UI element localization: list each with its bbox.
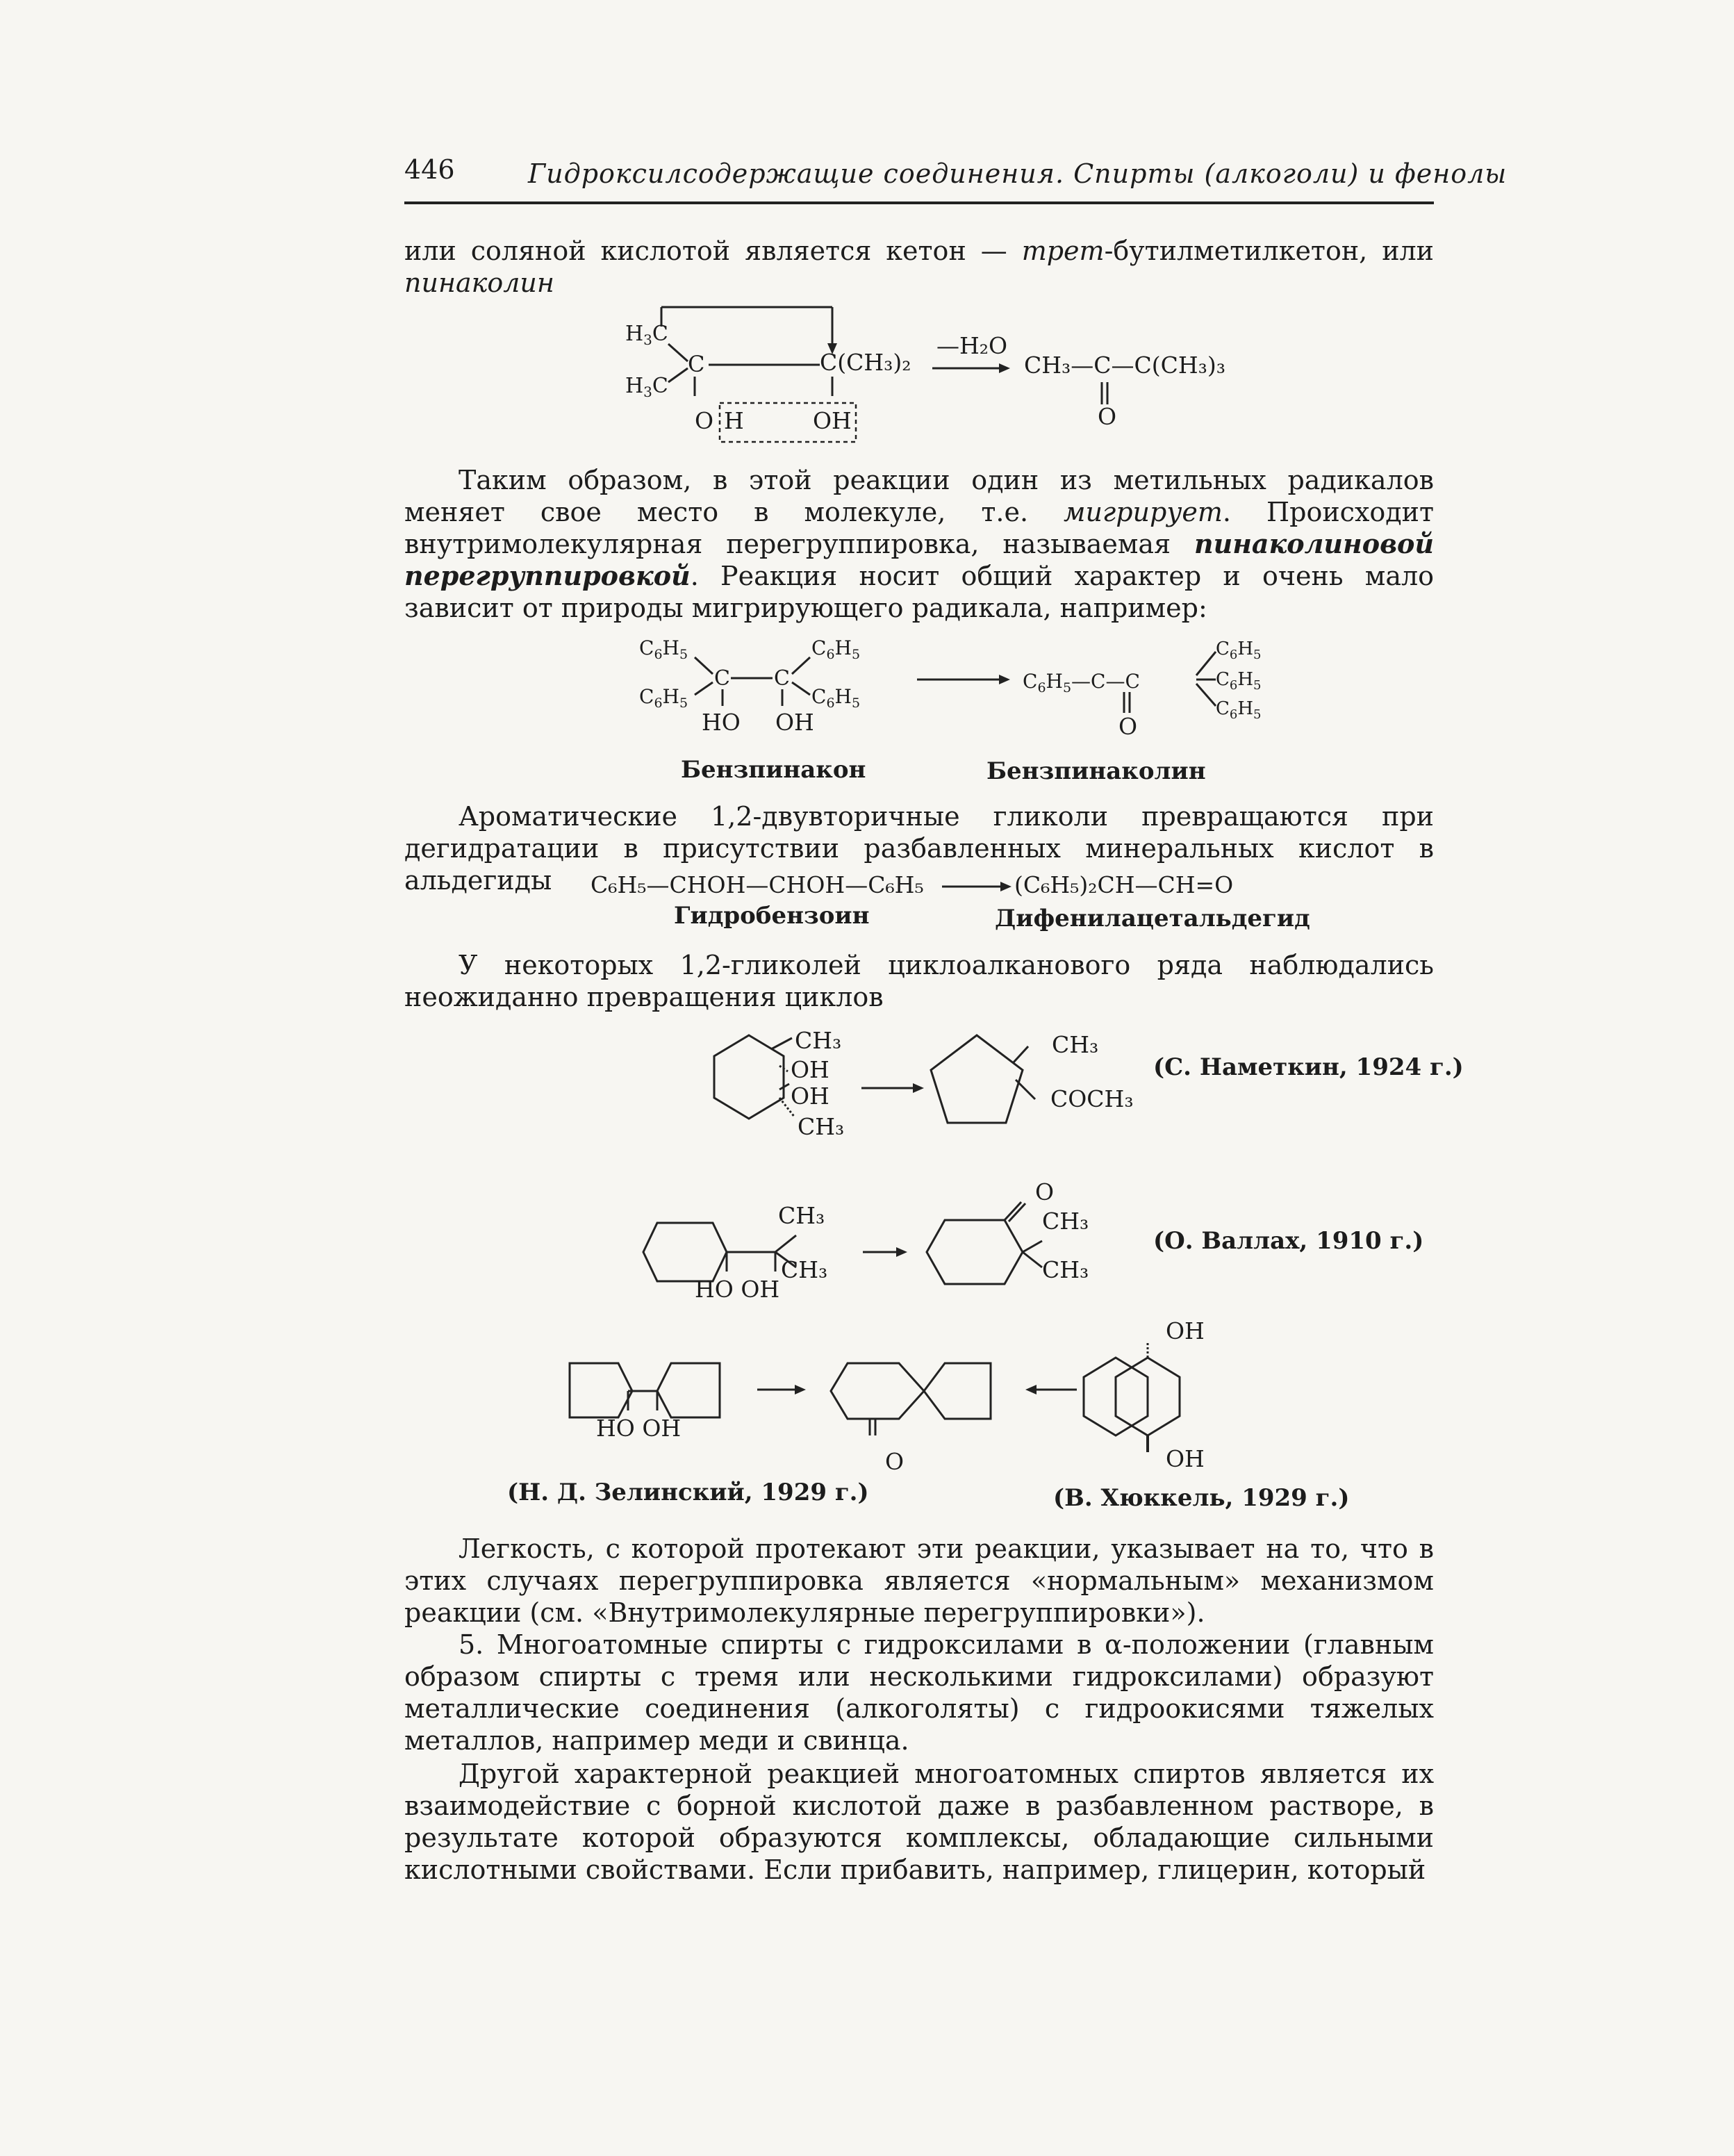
svg-text:C: C: [714, 666, 730, 691]
paragraph-3: Ароматические 1,2-двувторичные гликоли превращаются при дегидратации в присутствии разбавленных минеральных кислот в альдегиды: [404, 801, 1434, 896]
scheme-6-oxygen: O: [885, 1448, 905, 1475]
paragraph-5: Легкость, с которой протекают эти реакции, указывает на то, что в этих случаях перегруппировка является «нормальным» механизмом реакции (см. «Внутримолекулярные перегруппировки»).: [404, 1533, 1434, 1628]
paragraph-7: Другой характерной реакцией многоатомных спиртов является их взаимодействие с борной кислотой даже в разбавленном растворе, в результате которой образуются комплексы, обладающие сильными кислотными свойствами. Если прибавить, например, глицерин, который: [404, 1759, 1434, 1885]
hueckel-citation: (В. Хюккель, 1929 г.): [1053, 1484, 1350, 1512]
svg-text:C6H5: $C_6H_5$: [639, 636, 688, 662]
scheme-1-arrow: [931, 361, 1014, 375]
scheme-3-reactant: C₆H₅—CHOH—CHOH—C₆H₅: [591, 871, 924, 898]
scheme-6-oh-bottom: OH: [1166, 1445, 1205, 1472]
scheme-2-structure: [625, 625, 1262, 764]
nametkin-citation: (С. Наметкин, 1924 г.): [1153, 1053, 1464, 1081]
scheme-1-o-left: O: [695, 407, 714, 434]
scheme-1-structure: [611, 299, 1306, 472]
svg-text:H3C: $H_3C$: [625, 322, 668, 348]
hydrobenzoin-label: Гидробензоин: [674, 902, 870, 930]
paragraph-2: Таким образом, в этой реакции один из метильных радикалов меняет свое место в молекуле, т.е. мигрирует. Происходит внутримолекулярная перегруппировка, называемая пинаколиновой перегруппировкой. Реакция носит общий характер и очень мало зависит от природы мигрирующего радикала, например:: [404, 465, 1435, 623]
running-title: Гидроксилсодержащие соединения. Спирты (алкоголи) и фенолы: [528, 158, 1508, 189]
header-rule: [404, 201, 1434, 204]
scheme-5-ch3-1: CH₃: [778, 1202, 825, 1229]
page-number: 446: [404, 154, 455, 185]
wallach-citation: (О. Валлах, 1910 г.): [1153, 1227, 1424, 1255]
svg-text:H3C: $H_3C$: [625, 374, 668, 400]
svg-text:C: C: [688, 351, 705, 377]
benzpinacone-label: Бензпинакон: [681, 756, 866, 784]
benzpinacolone-label: Бензпинаколин: [986, 757, 1206, 785]
zelinsky-citation: (Н. Д. Зелинский, 1929 г.): [507, 1479, 869, 1506]
scheme-4-oh-2: OH: [791, 1083, 829, 1110]
scheme-4-ch3-top: CH₃: [795, 1027, 842, 1054]
scheme-3-product: (C₆H₅)₂CH—CH=O: [1014, 871, 1234, 898]
scheme-1-reagent: —H₂O: [936, 332, 1008, 359]
paragraph-1: или соляной кислотой является кетон — трет-бутилметилкетон, или пинаколин: [404, 236, 1434, 298]
svg-text:C6H5: $C_6H_5$: [639, 685, 688, 711]
svg-text:C6H5—C—C: $C_6H_5—C—C$: [1023, 670, 1140, 696]
scheme-1-product-oxygen: O: [1098, 403, 1117, 430]
paragraph-4: У некоторых 1,2-гликолей циклоалканового ряда наблюдались неожиданно превращения циклов: [404, 950, 1434, 1012]
scheme-1-h-left: H: [724, 407, 744, 434]
scheme-5-oxygen: O: [1035, 1178, 1055, 1205]
svg-text:C6H5: $C_6H_5$: [1216, 698, 1262, 722]
scheme-4-product-coch3: COCH₃: [1050, 1085, 1134, 1112]
svg-text:C6H5: $C_6H_5$: [811, 636, 861, 662]
scheme-4-ch3-bottom: CH₃: [798, 1113, 845, 1140]
scheme-5-ho-oh: HO OH: [695, 1276, 780, 1303]
scheme-2-ho: HO: [702, 709, 741, 736]
diphenylacetaldehyde-label: Дифенилацетальдегид: [995, 905, 1310, 932]
scheme-1-product: CH₃—C—C(CH₃)₃: [1024, 352, 1225, 379]
scheme-6-ho-oh: HO OH: [596, 1415, 682, 1442]
svg-text:C6H5: $C_6H_5$: [1216, 639, 1262, 662]
paragraph-6: 5. Многоатомные спирты с гидроксилами в α-положении (главным образом спирты с тремя или несколькими гидроксилами) образуют металлические соединения (алкоголяты) с гидроокисями тяжелых металлов, например меди и свинца.: [404, 1629, 1434, 1756]
scheme-2-oxygen: O: [1118, 713, 1138, 740]
scheme-5-ch3-2: CH₃: [781, 1256, 828, 1283]
scheme-4-product-ch3: CH₃: [1052, 1031, 1099, 1058]
scheme-1-oh-right: OH: [813, 407, 852, 434]
scheme-4-oh-1: OH: [791, 1056, 829, 1083]
svg-text:C6H5: $C_6H_5$: [811, 685, 861, 711]
svg-text:C: C: [774, 666, 790, 691]
scheme-6-oh-top: OH: [1166, 1317, 1205, 1344]
scheme-5-product-ch3-1: CH₃: [1042, 1208, 1089, 1235]
scheme-2-oh: OH: [775, 709, 814, 736]
svg-text:C6H5: $C_6H_5$: [1216, 669, 1262, 693]
scheme-5-product-ch3-2: CH₃: [1042, 1256, 1089, 1283]
scheme-1-left-formula: C(CH₃)₂: [820, 349, 911, 376]
scheme-3-arrow: [941, 880, 1017, 894]
